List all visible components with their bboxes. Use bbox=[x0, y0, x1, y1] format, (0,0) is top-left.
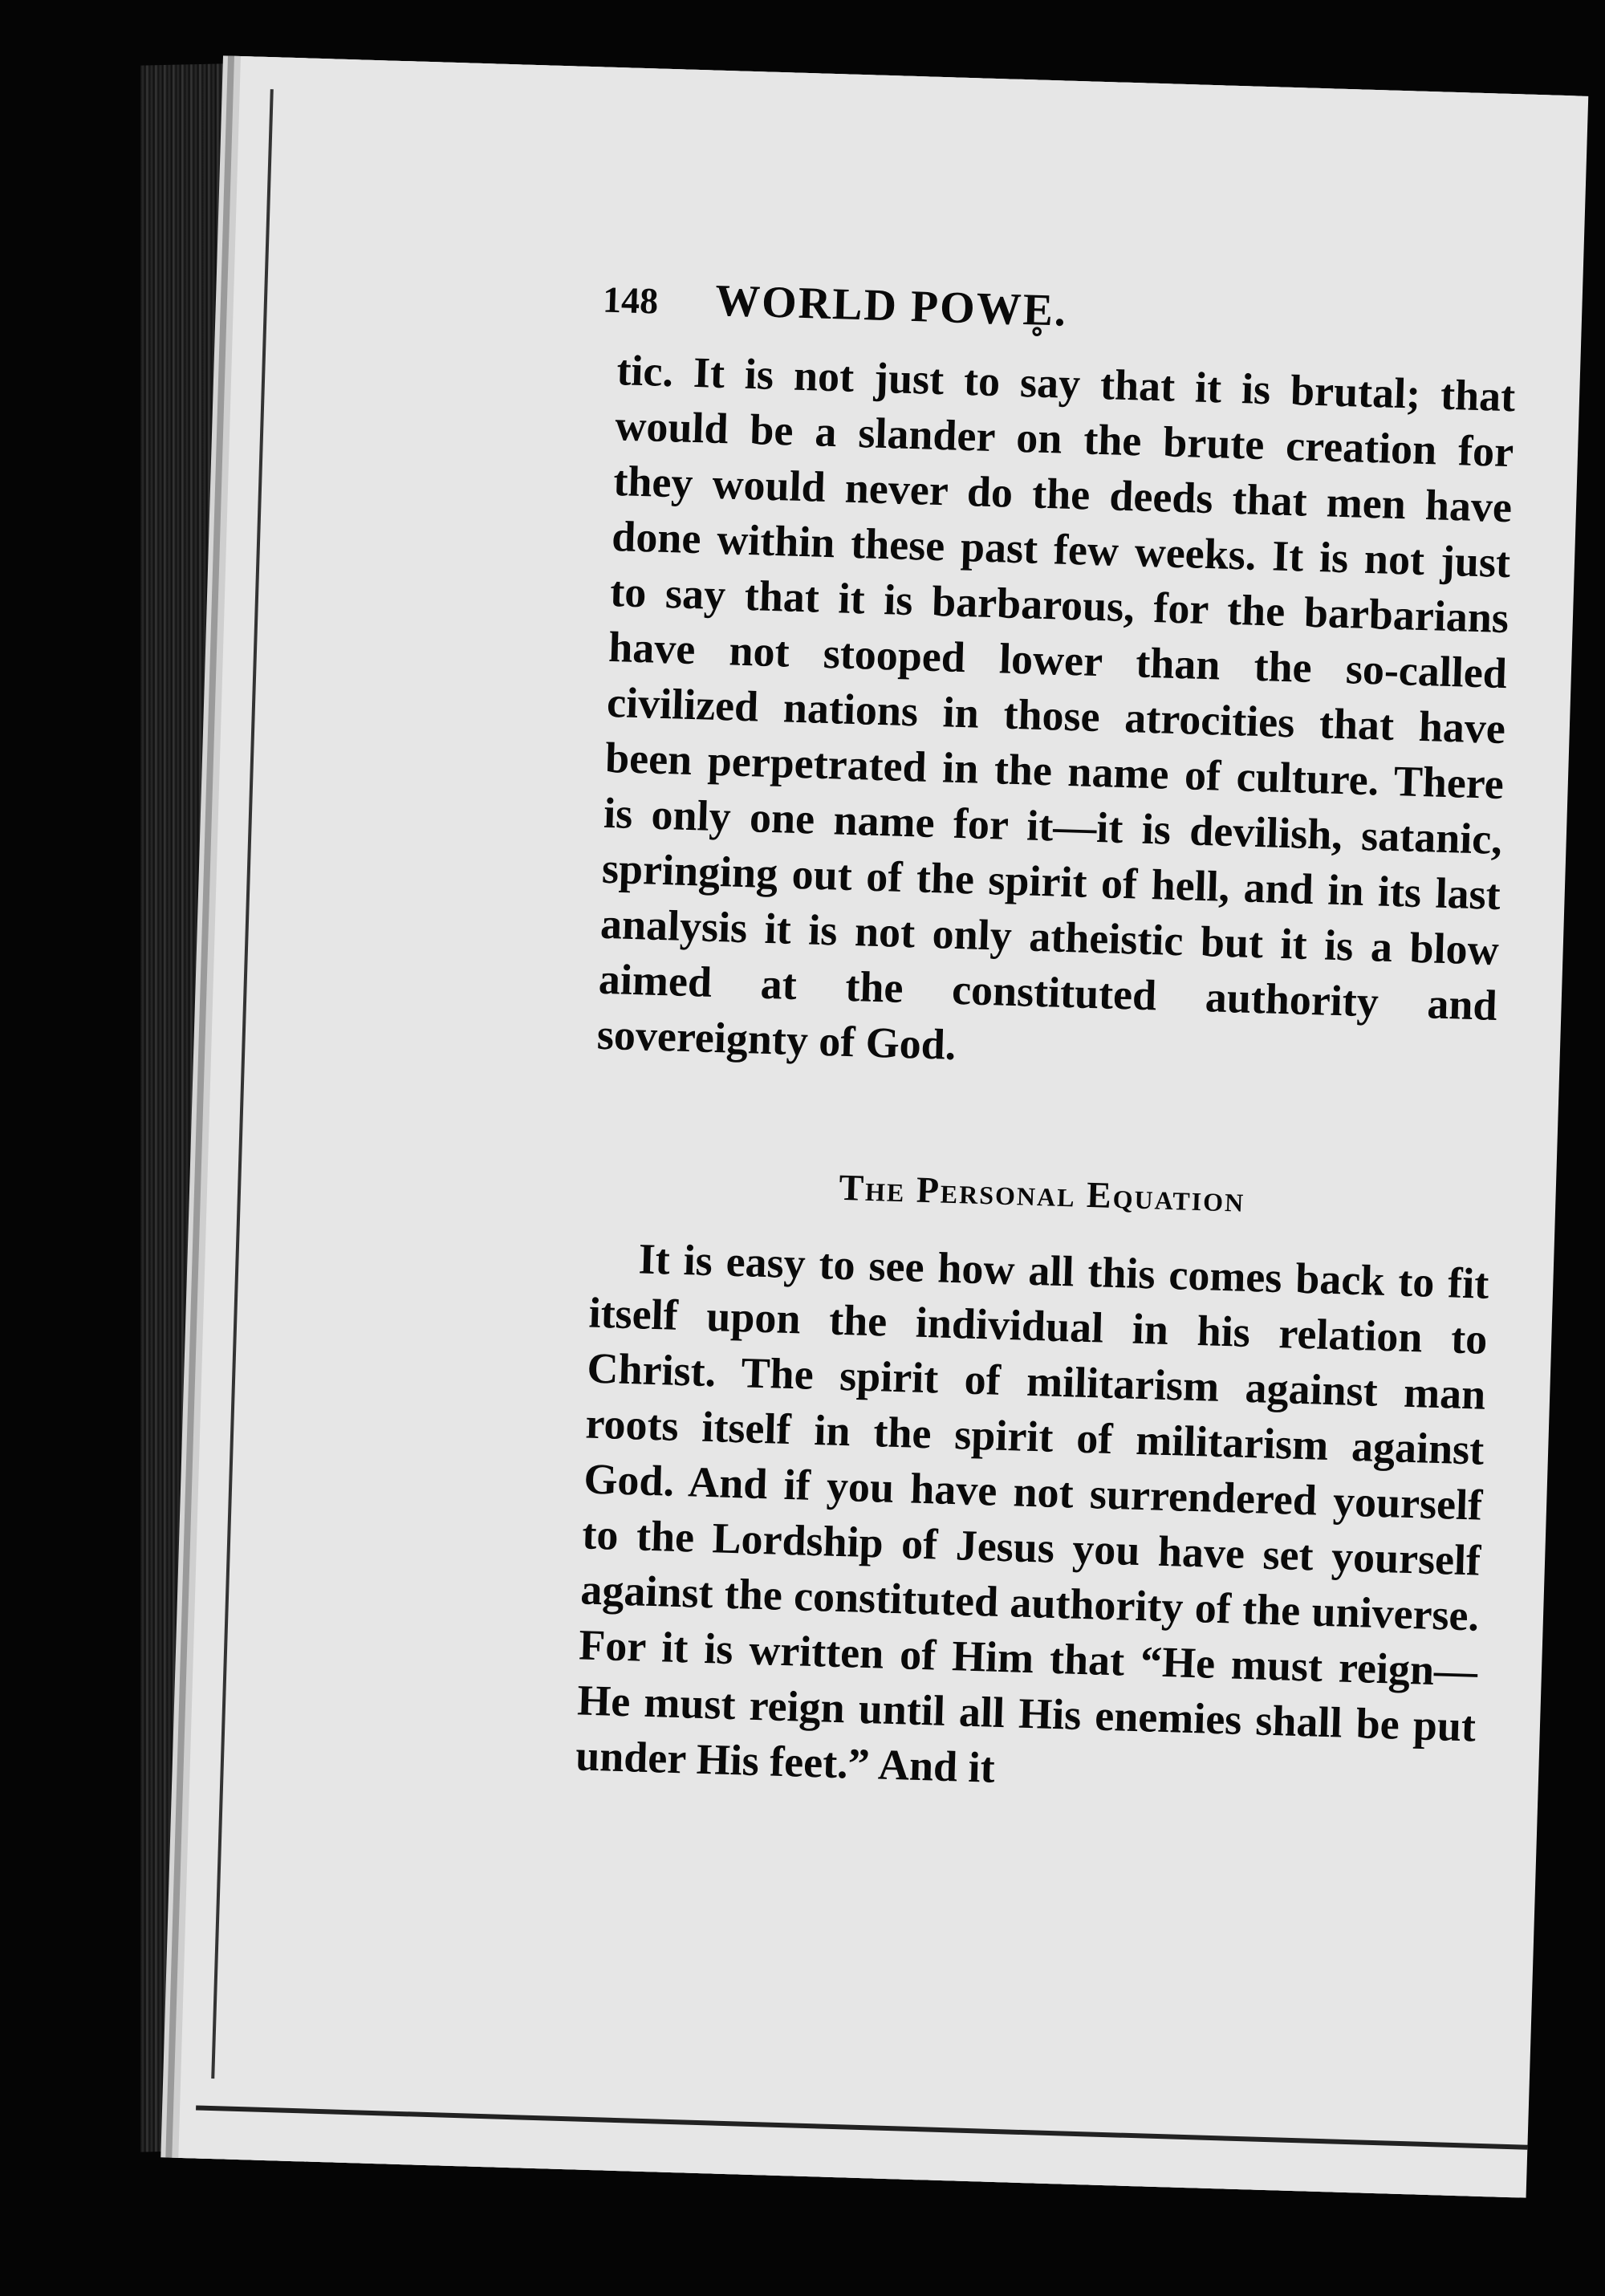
running-title: WORLD POWE̥. bbox=[714, 275, 1068, 336]
page-number: 148 bbox=[602, 278, 659, 322]
paragraph-2: It is easy to see how all this comes back to fit itself upon the individual in his relation to Christ. The spirit of militarism against man roots itself in the spirit of militarism against God. And if you have not surrendered yourself to the Lordship of Jesus you have set yourself against the constituted authority of the universe. For it is written of Him that “He must reign—He must reign until all His enemies shall be put under His feet.” And it bbox=[575, 1234, 1490, 1792]
paragraph-1: tic. It is not just to say that it is brutal; that would be a slander on the brute creation for they would never do the deeds that men have done within these past few weeks. It is not just to say that it is barbarous, for the barbarians have not stooped lower than the so-called civilized nations in those atrocities that have been perpetrated in the name of culture. There is only one name for it—it is devilish, satanic, springing out of the spirit of hell, and in its last analysis it is not only atheistic but it is a blow aimed at the constituted authority and sovereignty of God. bbox=[596, 346, 1517, 1069]
book-page bbox=[178, 56, 1588, 2198]
section-heading: The Personal Equation bbox=[838, 1166, 1246, 1220]
running-head bbox=[602, 272, 1518, 350]
page-text-block bbox=[575, 272, 1518, 1810]
